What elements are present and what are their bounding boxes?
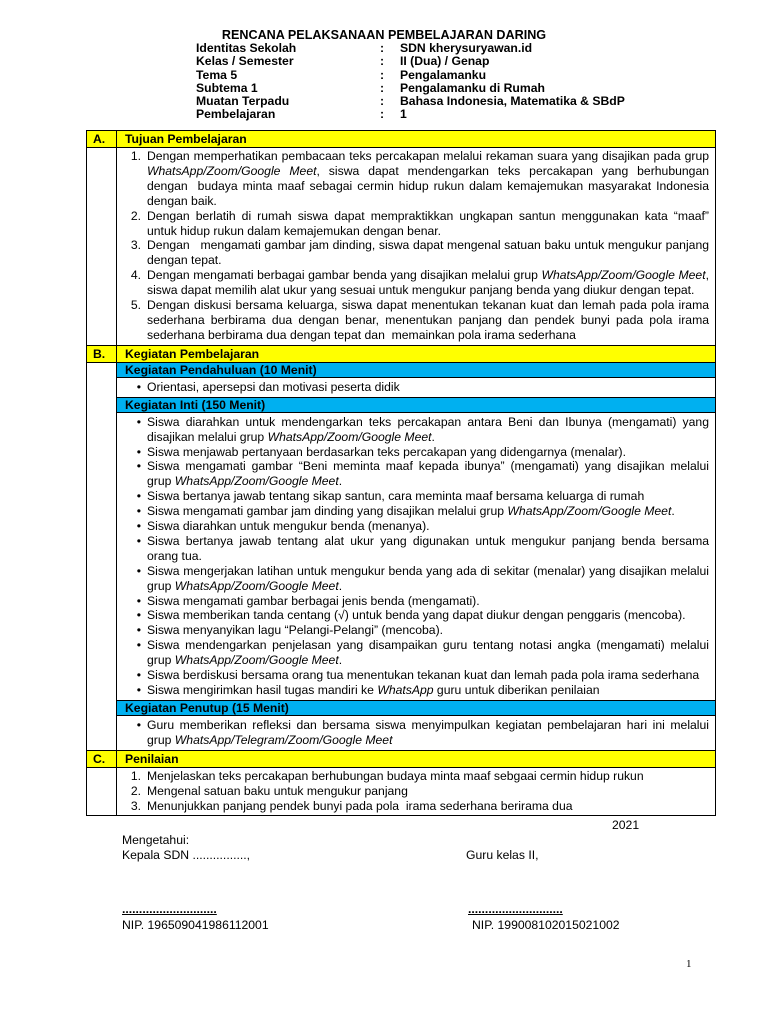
list-item-text: Siswa menjawab pertanyaan berdasarkan teks percakapan yang didengarnya (menalar). (147, 444, 626, 459)
identity-separator: : (380, 107, 385, 122)
tujuan-item (117, 268, 709, 298)
bullet-marker: • (136, 623, 141, 638)
list-item-text: Dengan memperhatikan pembacaan teks percakapan melalui rekaman suara yang disajikan pada grup WhatsApp/Zoom/Google Meet, siswa dapat mendengarkan teks percakapan yang berhubungan dengan budaya minta maaf sebagai cermin hidup rukun dalam kemajemukan masyarakat Indonesia dengan baik. (147, 149, 709, 208)
identity-row (196, 82, 716, 95)
identity-value: Pengalamanku di Rumah (400, 80, 545, 95)
bullet-marker: • (136, 519, 141, 534)
list-item-text: Siswa mengamati gambar berbagai jenis benda (mengamati). (147, 593, 480, 608)
identity-label: Identitas Sekolah (196, 41, 297, 55)
identity-label: Tema 5 (196, 67, 238, 82)
list-item-text: Siswa menyanyikan lagu “Pelangi-Pelangi” (mencoba). (147, 623, 444, 638)
tujuan-list (117, 148, 715, 345)
identity-row (196, 108, 716, 121)
list-number: 1. (130, 149, 141, 163)
inti-item (117, 638, 709, 668)
tujuan-item (117, 238, 709, 268)
identity-value: SDN kherysuryawan.id (400, 41, 533, 55)
inti-item (117, 564, 709, 594)
identity-value: Pengalamanku (400, 67, 487, 82)
list-number: 4. (130, 268, 141, 283)
inti-item (117, 534, 709, 564)
inti-item (117, 459, 709, 489)
section-b-title: Kegiatan Pembelajaran (125, 346, 260, 361)
tujuan-item (117, 209, 709, 239)
section-b-content (117, 363, 715, 750)
page-number: 1 (686, 958, 692, 970)
penutup-item (117, 718, 709, 748)
penutup-header: Kegiatan Penutup (15 Menit) (117, 701, 715, 716)
identity-label: Pembelajaran (196, 107, 276, 122)
identity-separator: : (380, 54, 385, 69)
inti-item (117, 683, 709, 698)
bullet-marker: • (136, 504, 141, 519)
section-a-letter: A. (87, 131, 117, 147)
penilaian-item (117, 769, 709, 784)
bullet-marker: • (136, 489, 141, 504)
penutup-list (117, 716, 715, 750)
kepala-nip: NIP. 196509041986112001 (122, 918, 269, 932)
section-a-title: Tujuan Pembelajaran (125, 132, 247, 146)
identity-separator: : (380, 94, 385, 109)
signature-year: 2021 (612, 818, 640, 832)
list-number: 1. (130, 768, 141, 783)
inti-item (117, 504, 709, 519)
bullet-marker: • (136, 414, 141, 429)
section-b-header (87, 346, 715, 363)
section-a-body (87, 148, 715, 346)
list-item-text: Siswa diarahkan untuk mendengarkan teks percakapan antara Beni dan Ibunya (mengamati) yang disajikan melalui grup WhatsApp/Zoom/Google Meet. (147, 414, 709, 444)
bullet-marker: • (136, 379, 141, 394)
section-b-gutter (87, 363, 117, 750)
section-c-gutter (87, 768, 117, 816)
inti-item (117, 608, 709, 623)
section-c-body (87, 768, 715, 816)
tujuan-item (117, 149, 709, 209)
identity-separator: : (380, 41, 385, 55)
list-item-text: Siswa bertanya jawab tentang alat ukur yang digunakan untuk mengukur panjang benda bersama orang tua. (147, 533, 709, 563)
pendahuluan-list (117, 378, 715, 398)
penilaian-item (117, 799, 709, 814)
list-number: 2. (130, 208, 141, 223)
list-item-text: Orientasi, apersepsi dan motivasi peserta didik (147, 379, 400, 394)
inti-item (117, 489, 709, 504)
bullet-marker: • (136, 683, 141, 697)
inti-header: Kegiatan Inti (150 Menit) (117, 398, 715, 413)
penilaian-item (117, 784, 709, 799)
identity-row (196, 42, 716, 55)
identity-value: 1 (400, 107, 407, 122)
section-c-header (87, 751, 715, 768)
list-item-text: Dengan diskusi bersama keluarga, siswa dapat menentukan tekanan kuat dan lemah pada pola irama sederhana berbirama dua dengan benar, menentukan panjang dan pendek bunyi pada pola irama sederhana berbirama dua dengan tepat dan memainkan pola irama sederhana (147, 298, 709, 342)
list-item-text: Dengan mengamati gambar jam dinding, siswa dapat mengenal satuan baku untuk mengukur panjang dengan tepat. (147, 238, 709, 268)
bullet-marker: • (136, 533, 141, 548)
list-item-text: Siswa berdiskusi bersama orang tua menentukan tekanan kuat dan lemah pada pola irama sederhana (147, 668, 700, 683)
list-number: 2. (130, 783, 141, 798)
list-item-text: Siswa mengamati gambar jam dinding yang disajikan melalui grup WhatsApp/Zoom/Google Meet. (147, 504, 675, 519)
guru-kelas-label: Guru kelas II, (466, 848, 539, 862)
list-item-text: Dengan mengamati berbagai gambar benda yang disajikan melalui grup WhatsApp/Zoom/Google Meet, siswa dapat memilih alat ukur yang sesuai untuk mengukur panjang benda yang diukur dengan tepat. (147, 268, 709, 298)
guru-nip: NIP. 199008102015021002 (472, 918, 620, 932)
list-item-text: Menunjukkan panjang pendek bunyi pada pola irama sederhana berirama dua (147, 798, 573, 813)
list-number: 3. (130, 238, 141, 253)
identity-row (196, 95, 716, 108)
rpp-table (86, 130, 716, 816)
identity-block (196, 42, 716, 122)
list-item-text: Siswa mengamati gambar “Beni meminta maaf kepada ibunya” (mengamati) yang disajikan melalui grup WhatsApp/Zoom/Google Meet. (147, 459, 709, 489)
identity-value: Bahasa Indonesia, Matematika & SBdP (400, 94, 625, 109)
identity-label: Subtema 1 (196, 80, 258, 95)
identity-row (196, 55, 716, 68)
list-item-text: Siswa memberikan tanda centang (√) untuk benda yang dapat diukur dengan penggaris (mencoba). (147, 608, 686, 623)
kepala-sekolah-label: Kepala SDN ................, (122, 848, 251, 862)
identity-separator: : (380, 67, 385, 82)
section-b-letter: B. (87, 346, 117, 362)
pendahuluan-header: Kegiatan Pendahuluan (10 Menit) (117, 363, 715, 378)
list-item-text: Siswa diarahkan untuk mengukur benda (menanya). (147, 519, 430, 534)
list-item-text: Siswa mengerjakan latihan untuk mengukur benda yang ada di sekitar (menalar) yang disajikan melalui grup WhatsApp/Zoom/Google Meet. (147, 563, 709, 593)
identity-label: Kelas / Semester (196, 54, 294, 69)
tujuan-item (117, 298, 709, 343)
bullet-marker: • (136, 459, 141, 474)
section-a-header (87, 131, 715, 148)
bullet-marker: • (136, 593, 141, 608)
inti-item (117, 519, 709, 534)
list-item-text: Menjelaskan teks percakapan berhubungan budaya minta maaf sebgaai cermin hidup rukun (147, 768, 644, 783)
inti-list (117, 413, 715, 701)
list-item-text: Siswa mengirimkan hasil tugas mandiri ke WhatsApp guru untuk diberikan penilaian (147, 683, 600, 697)
inti-item (117, 594, 709, 609)
list-item-text: Mengenal satuan baku untuk mengukur panjang (147, 783, 408, 798)
inti-item (117, 668, 709, 683)
identity-row (196, 69, 716, 82)
bullet-marker: • (136, 608, 141, 623)
identity-separator: : (380, 80, 385, 95)
kepala-signature-line: ............................ (122, 902, 217, 916)
mengetahui-label: Mengetahui: (122, 833, 190, 847)
inti-item (117, 623, 709, 638)
bullet-marker: • (136, 668, 141, 683)
list-number: 5. (130, 298, 141, 313)
section-a-gutter (87, 148, 117, 345)
penilaian-list (117, 768, 715, 816)
inti-item (117, 415, 709, 445)
bullet-marker: • (136, 563, 141, 578)
pendahuluan-item (117, 380, 709, 395)
list-item-text: Dengan berlatih di rumah siswa dapat mempraktikkan ungkapan santun menggunakan kata “maaf” untuk hidup rukun dalam kemajemukan dengan benar. (147, 208, 709, 238)
list-number: 3. (130, 798, 141, 813)
identity-label: Muatan Terpadu (196, 94, 290, 109)
section-b-body (87, 363, 715, 751)
guru-signature-line: ............................ (468, 902, 563, 916)
bullet-marker: • (136, 638, 141, 653)
list-item-text: Siswa mendengarkan penjelasan yang disampaikan guru tentang notasi angka (mengamati) melalui grup WhatsApp/Zoom/Google Meet. (147, 638, 709, 668)
identity-value: II (Dua) / Genap (400, 54, 490, 69)
section-c-letter: C. (87, 751, 117, 767)
inti-item (117, 445, 709, 460)
bullet-marker: • (136, 444, 141, 459)
document-title: RENCANA PELAKSANAAN PEMBELAJARAN DARING (221, 28, 547, 42)
list-item-text: Siswa bertanya jawab tentang sikap santun, cara meminta maaf bersama keluarga di rumah (147, 489, 645, 504)
section-c-title: Penilaian (125, 751, 179, 766)
bullet-marker: • (136, 717, 141, 732)
list-item-text: Guru memberikan refleksi dan bersama siswa menyimpulkan kegiatan pembelajaran hari ini melalui grup WhatsApp/Telegram/Zoom/Google Meet (147, 717, 709, 747)
